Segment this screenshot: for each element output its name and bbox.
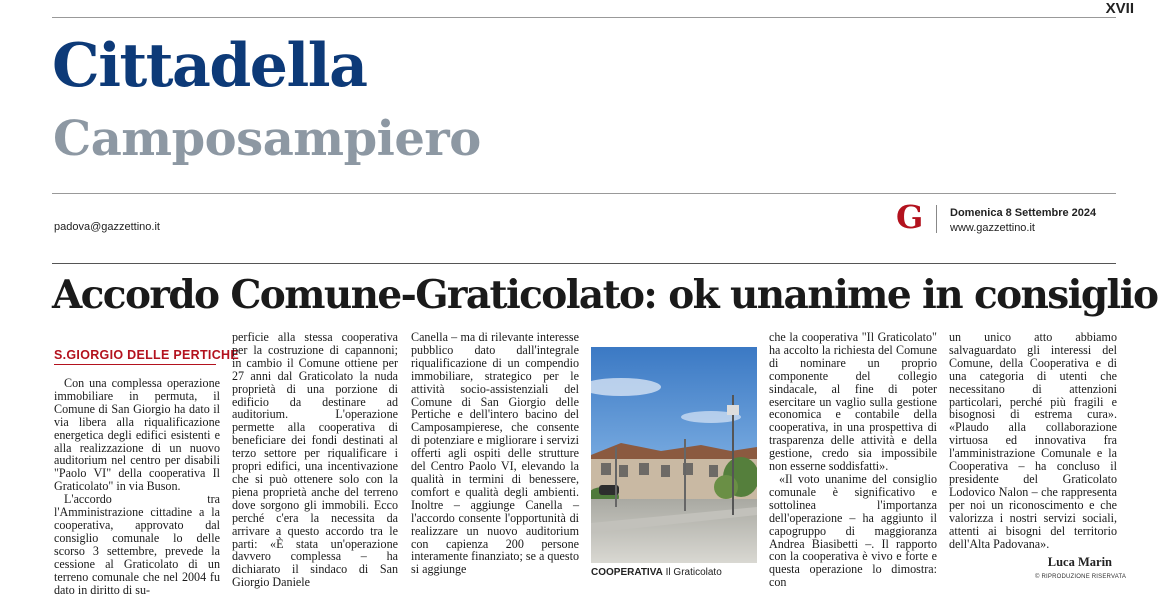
article-photo [591, 347, 757, 563]
page-number: XVII [1105, 0, 1134, 17]
website: www.gazzettino.it [950, 222, 1035, 234]
article-column-5 [949, 331, 1117, 550]
caption-label: COOPERATIVA [591, 567, 663, 578]
rights-notice: © RIPRODUZIONE RISERVATA [1035, 574, 1127, 580]
article-column-3 [411, 331, 579, 576]
paragraph: Canella – ma di rilevante interesse pubblico dato dall'integrale riqualificazione di un compendio immobiliare, strategico per le attività socio-assistenziali del Comune di San Giorgio delle Pertiche e dell'intero bacino del Camposampierese, che consente di potenziare e migliorare i servizi offerti agli ospiti delle strutture del Centro Paolo VI, elevando la qualità in termini di benessere, comfort e qualità degli ambienti. Inoltre – aggiunge Canella – l'accordo consente l'opportunità di realizzare un nuovo auditorium con capienza 200 persone interamente finanziato; se a questo si aggiunge [411, 330, 579, 577]
contact-email: padova@gazzettino.it [54, 221, 160, 233]
top-rule [52, 17, 1116, 18]
paragraph: L'accordo tra l'Amministrazione cittadine a la cooperativa, approvato dal consiglio comunale lo delle scorso 3 settembre, prevede la cessione al Graticolato di un terreno comunale che nel 2004 fu dato in diritto di su- [54, 492, 220, 597]
photo-caption [591, 567, 722, 578]
article-kicker: S.GIORGIO DELLE PERTICHE [54, 348, 239, 362]
article-author: Luca Marin [1047, 555, 1112, 569]
paragraph: un unico atto abbiamo salvaguardato gli interessi del Comune, della Cooperativa e di una categoria di utenti che necessitano di attenzioni particolari, perché più fragili e bisognosi di estrema cura». «Plaudo alla collaborazione virtuosa ed innovativa fra l'amministrazione Comunale e la Cooperativa – ha concluso il presidente del Graticolato Lodovico Nalon – che rappresenta per noi un riconoscimento e che valorizza i nostri servizi sociali, attenti ai bisogni del territorio dell'Alta Padovana». [949, 330, 1117, 551]
section-subtitle: Camposampiero [53, 111, 481, 167]
caption-text: Il Graticolato [665, 567, 722, 578]
section-title: Cittadella [52, 31, 367, 101]
paragraph: che la cooperativa "Il Graticolato" ha accolto la richiesta del Comune di nominare un proprio componente del collegio sindacale, al fine di poter esercitare un vaglio sulla gestione economica e contabile della cooperativa, in una prospettiva di trasparenza delle attività e della gestione, credo sia impossibile non esserne soddisfatti». [769, 330, 937, 474]
masthead-rule [52, 193, 1116, 194]
cooperative-building-photo [591, 347, 757, 563]
paragraph: Con una complessa operazione immobiliare in permuta, il Comune di San Giorgio ha dato il via libera alla riqualificazione energetica degli edifici esistenti e alla realizzazione di un nuovo auditorium nel centro per disabili "Paolo VI" della cooperativa Il Graticolato" in via Buson. [54, 376, 220, 494]
paragraph: «Il voto unanime del consiglio comunale è significativo e sottolinea l'importanza dell'operazione – ha aggiunto il capogruppo di maggioranza Andrea Biasibetti –. Il rapporto con la cooperativa è vivo e forte e questa operazione lo dimostra: con [769, 471, 937, 590]
kicker-underline [54, 364, 216, 365]
article-column-1 [54, 377, 220, 596]
article-column-2 [232, 331, 398, 589]
article-headline: Accordo Comune-Graticolato: ok unanime in consiglio [52, 272, 1158, 318]
headline-rule [52, 263, 1116, 264]
paragraph: perficie alla stessa cooperativa per la costruzione di capannoni; in cambio il Comune ottiene per 27 anni dal Graticolato la nuda proprietà di una porzione di edificio da destinare ad auditorium. L'operazione permette alla cooperativa di beneficiare dei fondi destinati al terzo settore per riqualificare i propri edifici, una incentivazione che si può ottenere solo con la piena proprietà anche del terreno dove sorgono gli immobili. Ecco perché c'era la necessita da arrivare a questo accordo tra le parti: «È stata un'operazione davvero complessa – ha dichiarato il sindaco di San Giorgio Daniele [232, 330, 398, 590]
gazzettino-logo: G [896, 198, 924, 236]
masthead-separator [936, 205, 937, 233]
article-column-4 [769, 331, 937, 589]
issue-date: Domenica 8 Settembre 2024 [950, 207, 1097, 219]
